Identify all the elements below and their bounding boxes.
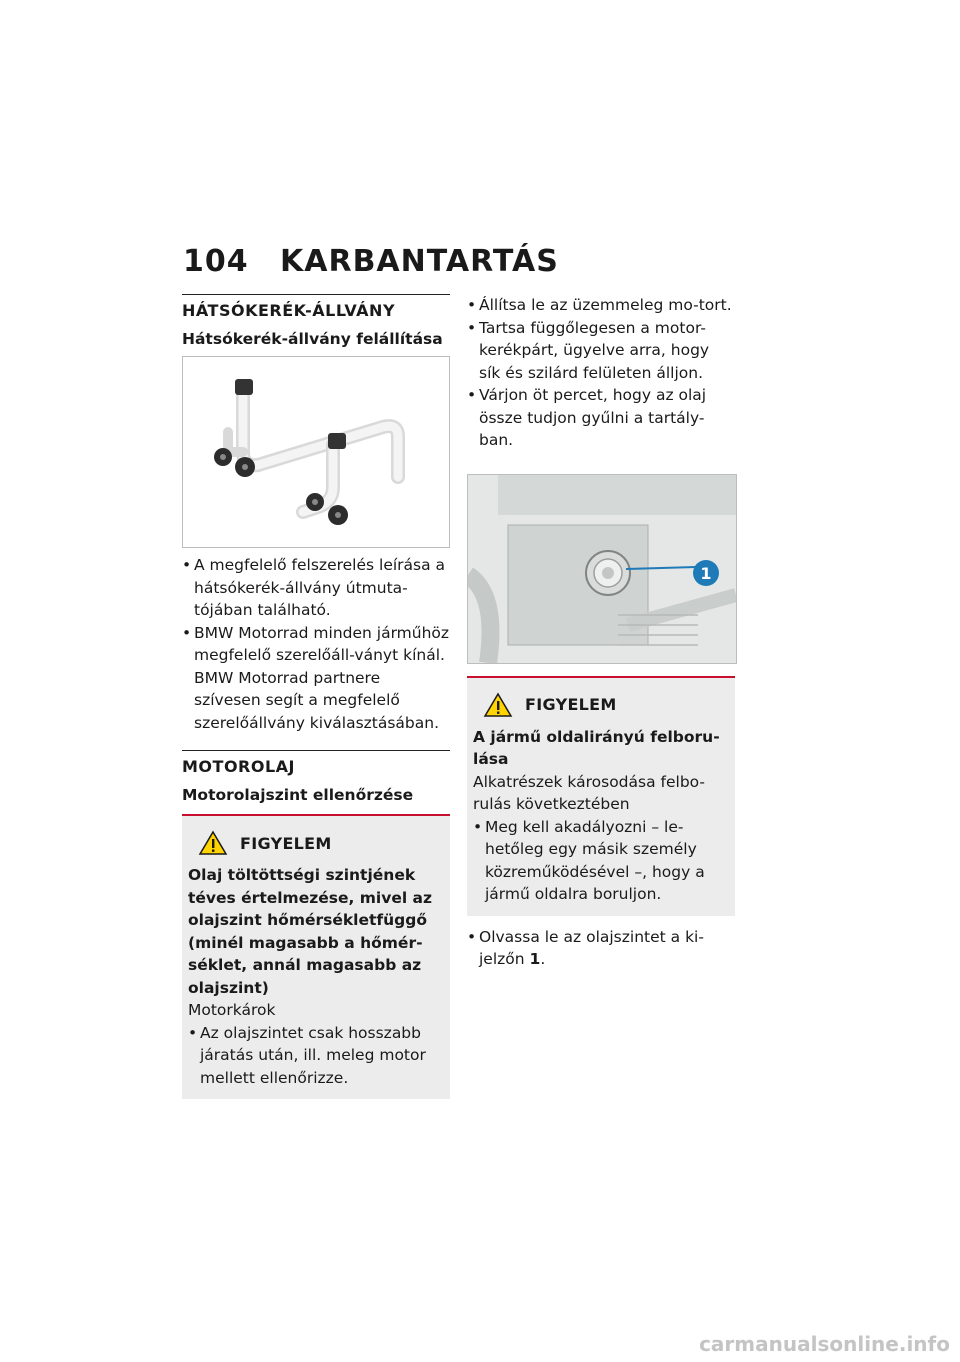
watermark: carmanualsonline.info xyxy=(699,1332,950,1356)
list-item: • A megfelelő felszerelés leírása a hátsókerék-állvány útmuta-tójában található. xyxy=(182,554,450,622)
oil-sight-glass-figure xyxy=(467,474,737,664)
section-title-oil: MOTOROLAJ xyxy=(182,750,450,776)
list-item: • Állítsa le az üzemmeleg mo-tort. xyxy=(467,294,735,317)
warning-box-tipping xyxy=(467,676,735,916)
engine-oil-window-image xyxy=(468,475,736,663)
stand-bullets xyxy=(182,554,450,734)
callout-number-1: 1 xyxy=(700,563,712,583)
warning-label: FIGYELEM xyxy=(525,695,617,714)
chapter-title: KARBANTARTÁS xyxy=(280,244,559,279)
list-item xyxy=(467,926,735,971)
list-item: • Tartsa függőlegesen a motor-kerékpárt, ügyelve arra, hogy sík és szilárd felületen álljon. xyxy=(467,317,735,385)
list-item: • Várjon öt percet, hogy az olaj össze tudjon gyűlni a tartály-ban. xyxy=(467,384,735,452)
warning-triangle-icon xyxy=(198,830,228,856)
warning-hazard: Olaj töltöttségi szintjének téves értelmezése, mivel az olajszint hőmérsékletfüggő (minél magasabb a hőmér-séklet, annál magasabb az olajszint) xyxy=(188,866,433,997)
reference-number: 1 xyxy=(529,950,541,968)
warning-hazard: A jármű oldalirányú felboru-lása xyxy=(473,727,720,768)
sentence-end: . xyxy=(540,950,546,968)
list-item: • Az olajszintet csak hosszabb járatás után, ill. meleg motor mellett ellenőrizze. xyxy=(188,1022,442,1090)
oil-bullets xyxy=(467,294,735,452)
warning-measures xyxy=(473,816,727,906)
list-item: • BMW Motorrad minden járműhöz megfelelő szerelőáll-ványt kínál. BMW Motorrad partnere szívesen segít a megfelelő szerelőállvány kiválasztásában. xyxy=(182,622,450,735)
rear-stand-image xyxy=(183,357,449,547)
subtitle-stand: Hátsókerék-állvány felállítása xyxy=(182,330,443,348)
warning-measures xyxy=(188,1022,442,1090)
read-oil-text: Olvassa le az olajszintet a ki-jelzőn xyxy=(479,927,704,968)
page-number: 104 xyxy=(183,244,249,279)
stand-figure xyxy=(182,356,450,548)
right-column xyxy=(467,294,735,971)
warning-triangle-icon xyxy=(483,692,513,718)
warning-label: FIGYELEM xyxy=(240,833,332,853)
left-column xyxy=(182,294,450,1099)
list-item: • Meg kell akadályozni – le-hetőleg egy másik személy közreműködésével –, hogy a jármű oldalra boruljon. xyxy=(473,816,727,906)
warning-consequence: Alkatrészek károsodása felbo-rulás következtében xyxy=(473,772,706,813)
page-header xyxy=(183,244,559,279)
warning-box-oil xyxy=(182,814,450,1099)
subtitle-oil: Motorolajszint ellenőrzése xyxy=(182,786,414,804)
warning-header xyxy=(483,692,727,718)
warning-header xyxy=(198,830,442,856)
warning-consequence: Motorkárok xyxy=(188,1001,276,1019)
section-title-stand: HÁTSÓKERÉK-ÁLLVÁNY xyxy=(182,294,450,320)
read-oil-bullet xyxy=(467,926,735,971)
